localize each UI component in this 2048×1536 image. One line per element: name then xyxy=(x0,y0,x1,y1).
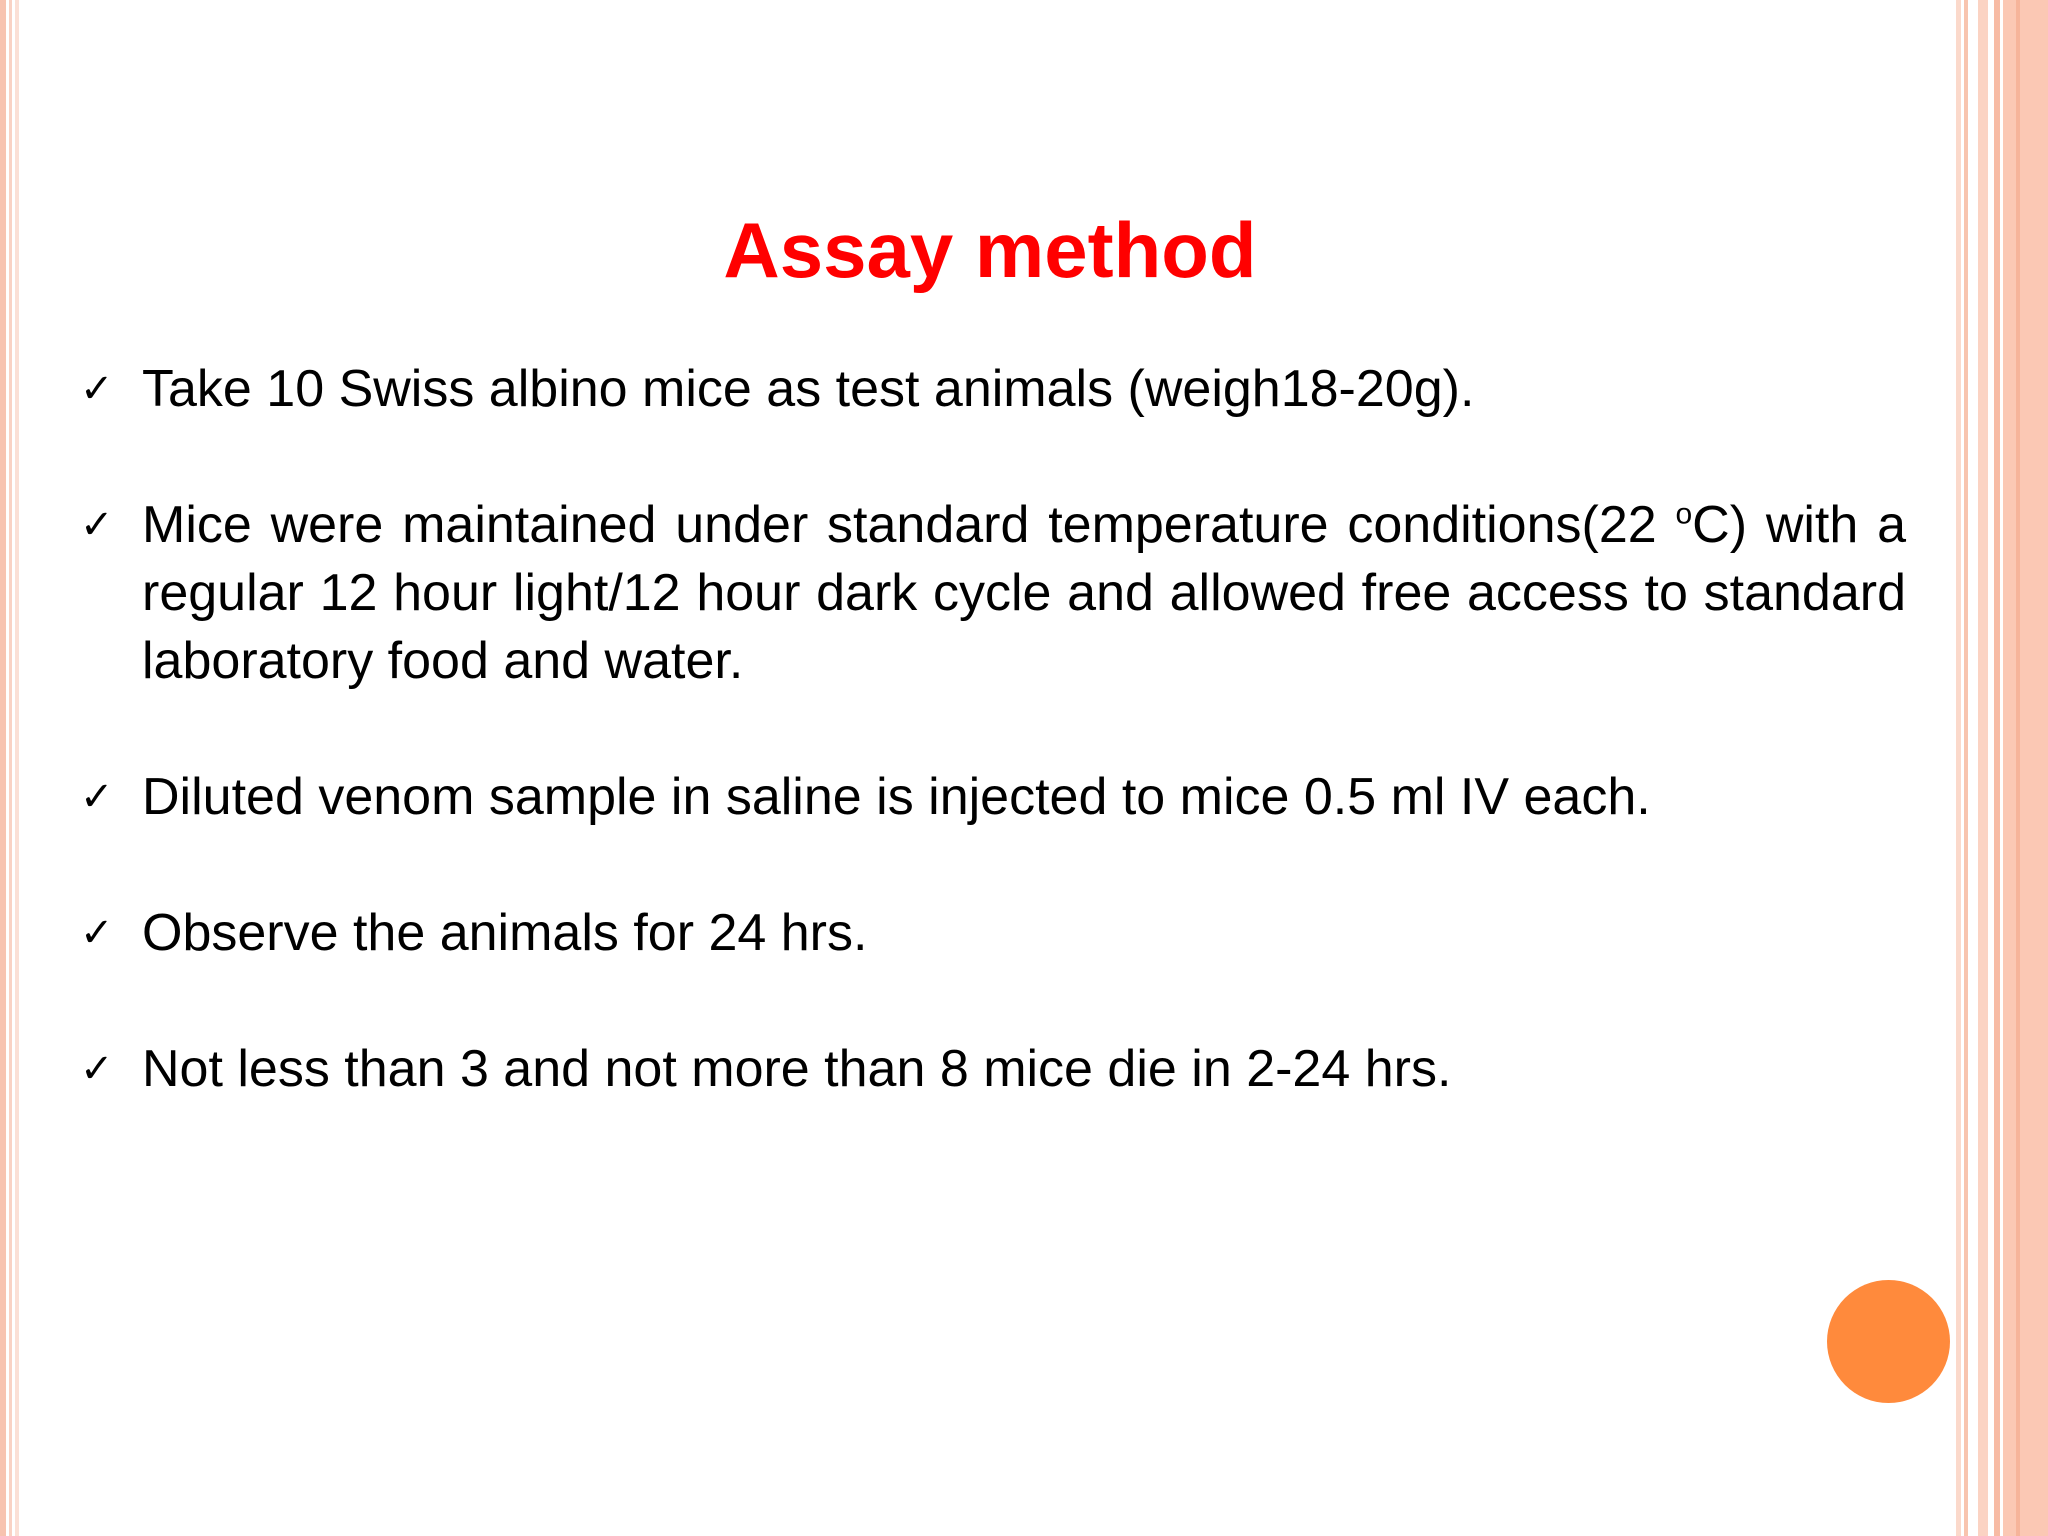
checkmark-icon: ✓ xyxy=(80,910,114,956)
decorative-orange-circle xyxy=(1827,1280,1950,1403)
bullet-text: Mice were maintained under standard temperature conditions(22 xyxy=(142,496,1676,554)
bullet-text: Not less than 3 and not more than 8 mice die in 2-24 hrs. xyxy=(142,1040,1452,1098)
degree-superscript: o xyxy=(1675,497,1693,531)
bullet-text: Take 10 Swiss albino mice as test animals (weigh18-20g). xyxy=(142,360,1475,418)
checkmark-icon: ✓ xyxy=(80,774,114,820)
right-border-stripe xyxy=(2016,0,2020,1536)
bullet-item xyxy=(80,763,1906,831)
bullet-text: Diluted venom sample in saline is injected to mice 0.5 ml IV each. xyxy=(142,768,1651,826)
bullet-item xyxy=(80,1035,1906,1103)
slide-title: Assay method xyxy=(723,206,1257,294)
checkmark-icon: ✓ xyxy=(80,366,114,412)
bullet-list xyxy=(80,355,1906,1171)
right-border-band xyxy=(2003,0,2048,1536)
bullet-text: C) with a regular 12 hour light/12 hour dark cycle and allowed free access to standard laboratory food and water. xyxy=(142,496,1906,690)
right-border-stripe xyxy=(1994,0,2000,1536)
checkmark-icon: ✓ xyxy=(80,502,114,548)
checkmark-icon: ✓ xyxy=(80,1046,114,1092)
bullet-item xyxy=(80,491,1906,695)
bullet-item xyxy=(80,355,1906,423)
bullet-item xyxy=(80,899,1906,967)
bullet-text: Observe the animals for 24 hrs. xyxy=(142,904,868,962)
